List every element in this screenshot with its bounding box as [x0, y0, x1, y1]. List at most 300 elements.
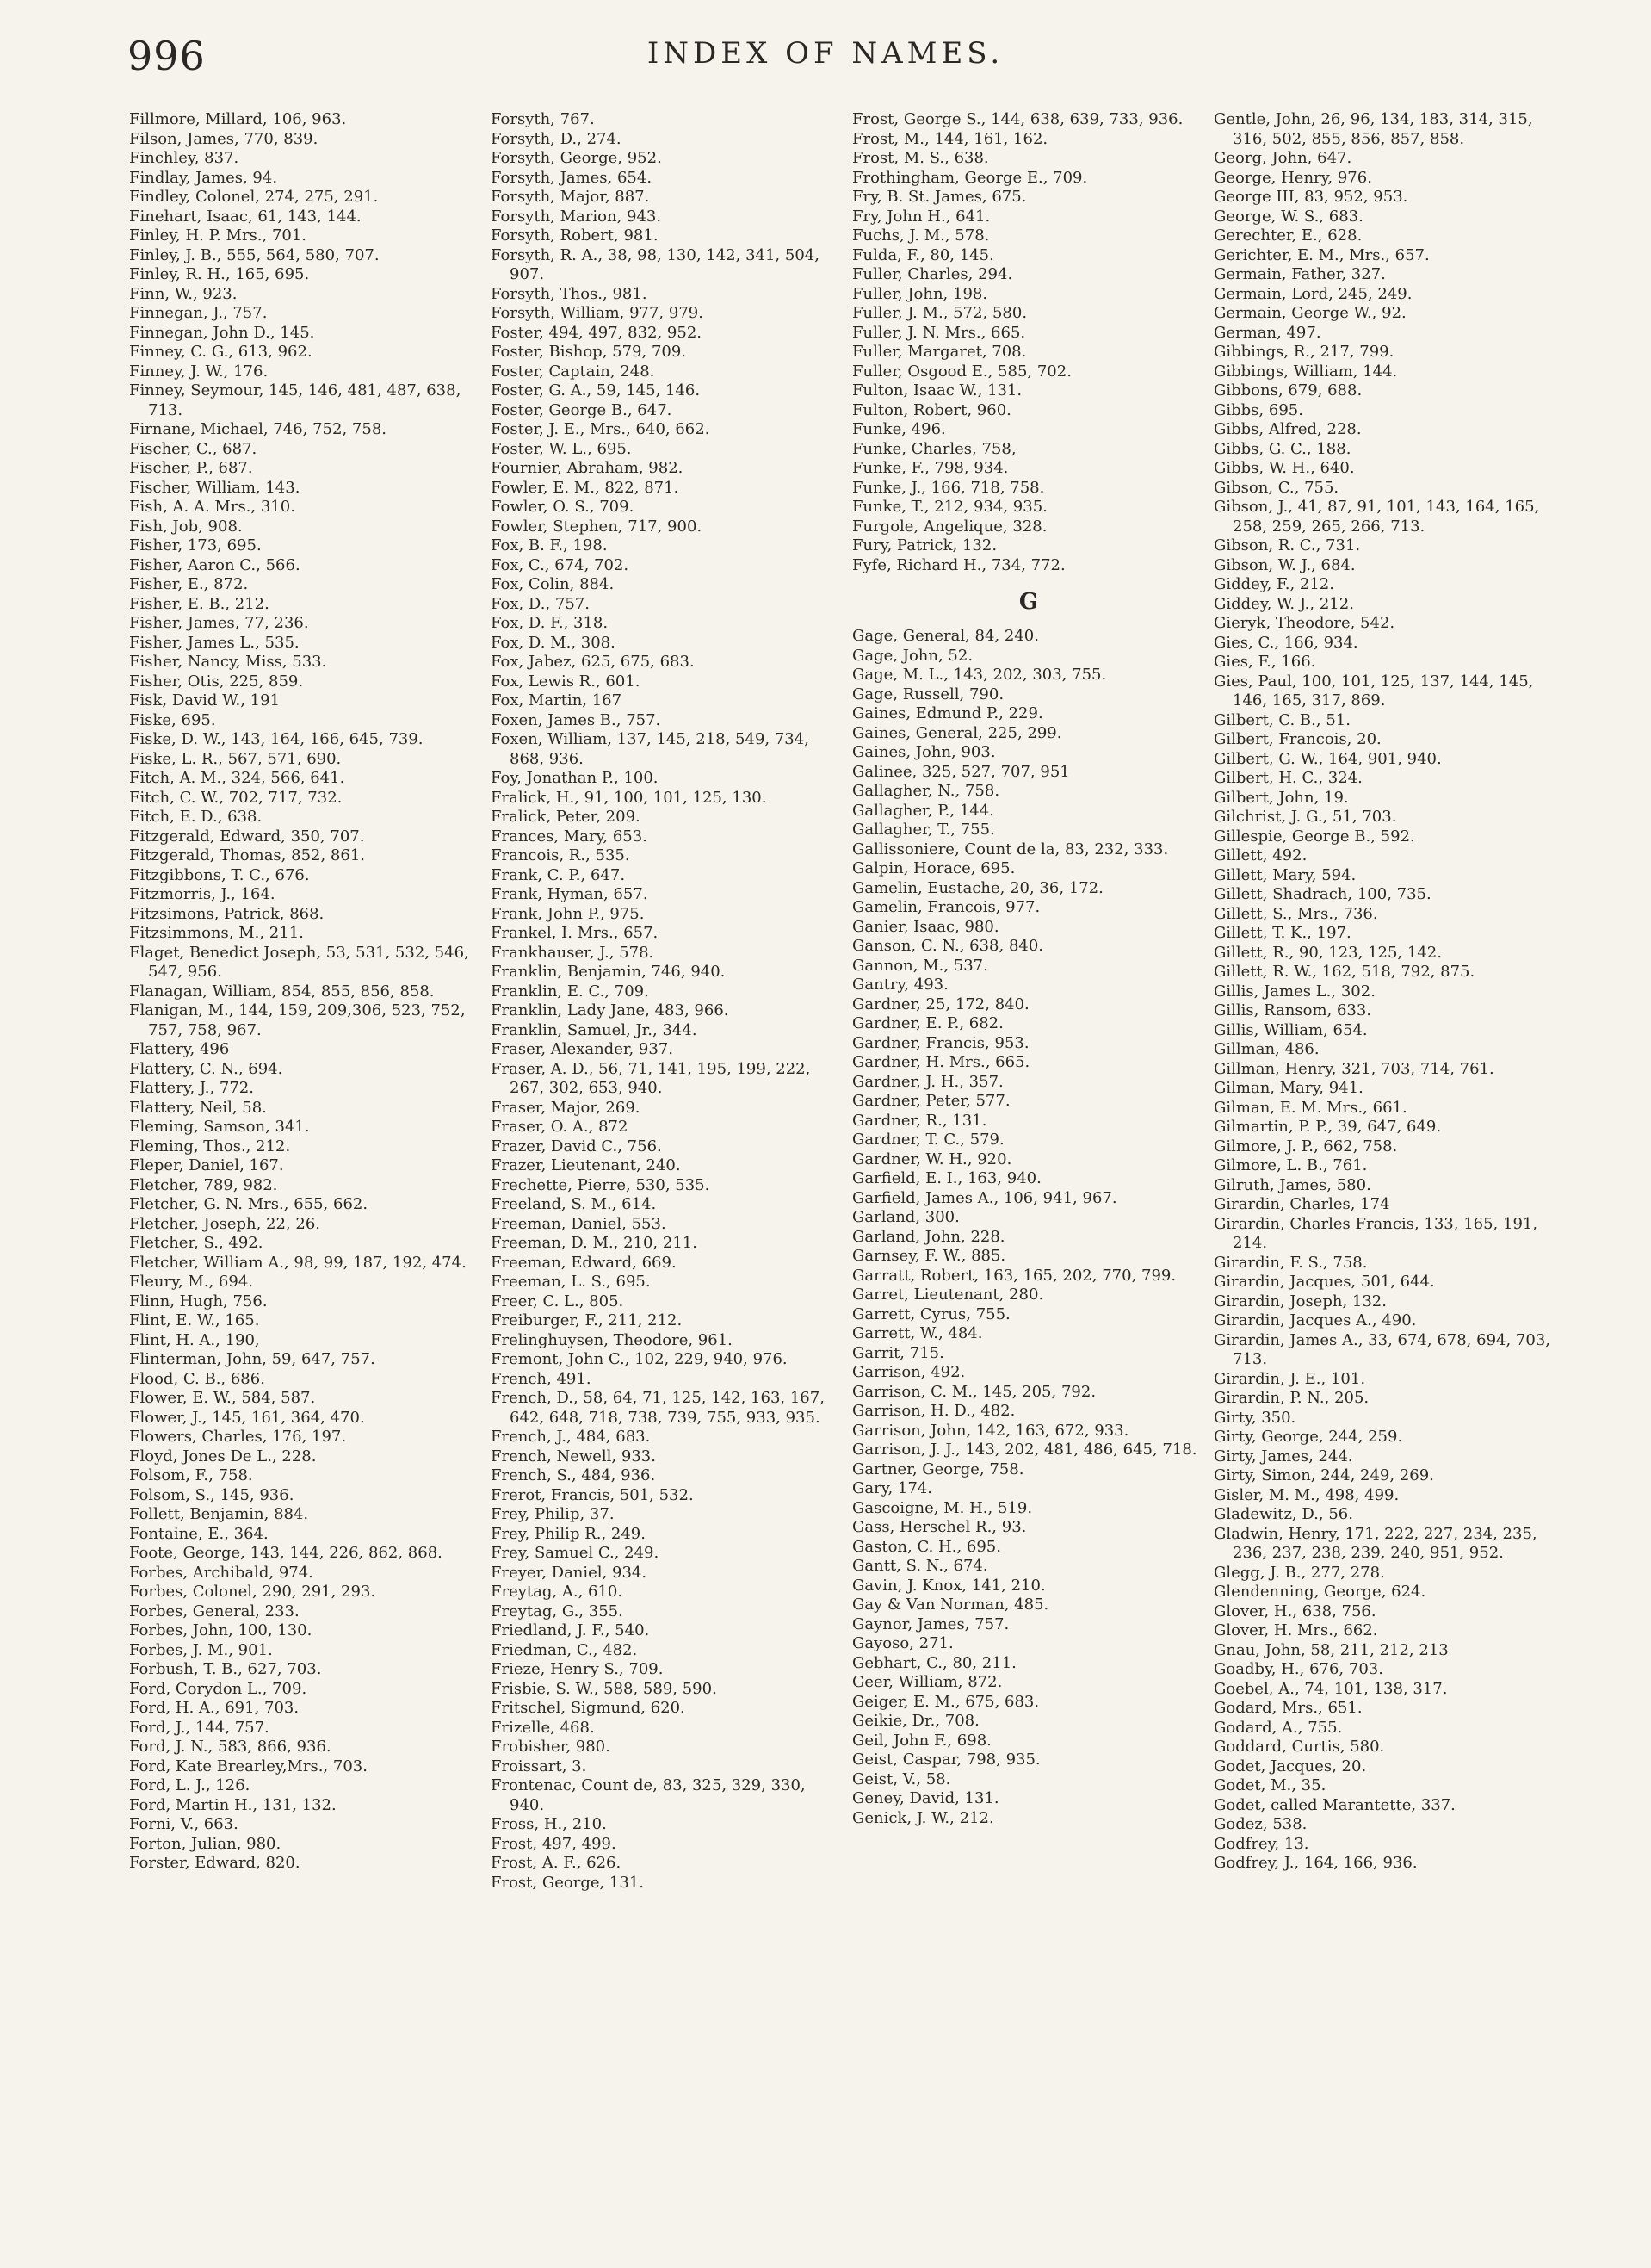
index-entry: Gamelin, Eustache, 20, 36, 172. — [852, 878, 1104, 897]
index-entry: Fournier, Abraham, 982. — [491, 459, 683, 477]
index-entry: Germain, George W., 92. — [1214, 304, 1407, 322]
index-entry: Gieryk, Theodore, 542. — [1214, 614, 1395, 632]
index-entry: Forsyth, George, 952. — [491, 149, 662, 167]
index-entry: Fitzmorris, J., 164. — [129, 885, 275, 903]
index-entry: Gilbert, C. B., 51. — [1214, 710, 1351, 729]
index-entry: Frizelle, 468. — [491, 1718, 595, 1737]
index-entry: Gilchrist, J. G., 51, 703. — [1214, 808, 1397, 826]
index-entry: Geikie, Dr., 708. — [852, 1712, 980, 1730]
index-entry: Gibbons, 679, 688. — [1214, 381, 1363, 400]
index-entry: Froissart, 3. — [491, 1757, 587, 1775]
index-entry: Godet, M., 35. — [1214, 1776, 1326, 1794]
index-entry: Gies, C., 166, 934. — [1214, 633, 1358, 652]
index-entry: Finney, Seymour, 145, 146, 481, 487, 638, 713. — [129, 381, 461, 419]
index-entry: Genick, J. W., 212. — [852, 1808, 994, 1827]
index-entry: Fuller, J. N. Mrs., 665. — [852, 323, 1026, 342]
index-entry: Gardner, T. C., 579. — [852, 1131, 1005, 1149]
index-entry: Fish, A. A. Mrs., 310. — [129, 498, 295, 516]
index-entry: Flower, J., 145, 161, 364, 470. — [129, 1408, 365, 1427]
index-entry: Fish, Job, 908. — [129, 517, 243, 536]
index-entry: Friedman, C., 482. — [491, 1640, 638, 1659]
index-entry: Geist, Caspar, 798, 935. — [852, 1751, 1041, 1769]
index-entry: Freer, C. L., 805. — [491, 1292, 624, 1311]
index-entry: Foster, George B., 647. — [491, 400, 672, 419]
index-entry: Fury, Patrick, 132. — [852, 536, 998, 555]
index-column-1 — [129, 110, 482, 1874]
section-letter: G — [1018, 589, 1039, 615]
index-entry: Frerot, Francis, 501, 532. — [491, 1485, 694, 1504]
index-entry: Gardner, 25, 172, 840. — [852, 995, 1030, 1013]
index-entry: Ford, Martin H., 131, 132. — [129, 1795, 337, 1814]
index-entry: Gladwin, Henry, 171, 222, 227, 234, 235, 236, 237, 238, 239, 240, 951, 952. — [1214, 1524, 1537, 1562]
index-entry: Gillett, T. K., 197. — [1214, 924, 1351, 942]
index-entry: Freeman, D. M., 210, 211. — [491, 1234, 697, 1252]
index-entry: Flanagan, William, 854, 855, 856, 858. — [129, 982, 435, 1001]
index-entry: Gillis, James L., 302. — [1214, 982, 1376, 1001]
index-entry: Gallagher, T., 755. — [852, 821, 995, 839]
index-entry: Girardin, P. N., 205. — [1214, 1389, 1370, 1407]
index-entry: Fletcher, Joseph, 22, 26. — [129, 1214, 321, 1233]
index-entry: Gillespie, George B., 592. — [1214, 827, 1415, 846]
index-entry: Forsyth, Major, 887. — [491, 188, 650, 206]
index-entry: Frey, Samuel C., 249. — [491, 1544, 659, 1562]
index-entry: Folsom, F., 758. — [129, 1466, 253, 1484]
index-entry: Girty, George, 244, 259. — [1214, 1428, 1403, 1446]
index-entry: Gebhart, C., 80, 211. — [852, 1653, 1017, 1672]
index-entry: Girardin, Jacques, 501, 644. — [1214, 1273, 1435, 1291]
index-entry: Girty, Simon, 244, 249, 269. — [1214, 1466, 1434, 1484]
index-entry: Gardner, E. P., 682. — [852, 1014, 1004, 1032]
page-header — [0, 24, 1651, 84]
index-entry: Garland, John, 228. — [852, 1227, 1005, 1246]
index-entry: Geist, V., 58. — [852, 1769, 951, 1788]
index-entry: Fitzsimmons, M., 211. — [129, 924, 304, 942]
index-entry: Gantt, S. N., 674. — [852, 1557, 988, 1575]
index-entry: Frieze, Henry S., 709. — [491, 1660, 664, 1678]
index-entry: Germain, Father, 327. — [1214, 265, 1386, 283]
index-entry: Gascoigne, M. H., 519. — [852, 1498, 1033, 1517]
index-entry: Frobisher, 980. — [491, 1738, 610, 1756]
index-entry: Fox, B. F., 198. — [491, 536, 608, 555]
index-entry: Galinee, 325, 527, 707, 951 — [852, 762, 1070, 781]
index-entry: Forsyth, Thos., 981. — [491, 284, 647, 303]
index-entry: Gibbs, Alfred, 228. — [1214, 420, 1362, 438]
index-entry: Garrit, 715. — [852, 1343, 944, 1362]
index-entry: Geiger, E. M., 675, 683. — [852, 1692, 1040, 1711]
index-entry: Gamelin, Francois, 977. — [852, 898, 1041, 916]
index-entry: Frechette, Pierre, 530, 535. — [491, 1175, 710, 1194]
index-entry: Frost, George, 131. — [491, 1873, 645, 1892]
index-entry: George, W. S., 683. — [1214, 207, 1363, 226]
index-entry: Garrison, C. M., 145, 205, 792. — [852, 1382, 1097, 1401]
index-entry: Frank, John P., 975. — [491, 904, 645, 923]
index-entry: Fitzgibbons, T. C., 676. — [129, 865, 310, 884]
index-entry: Ganson, C. N., 638, 840. — [852, 937, 1044, 955]
index-entry: Foster, 494, 497, 832, 952. — [491, 323, 702, 342]
index-entry: Frost, M. S., 638. — [852, 149, 989, 167]
index-entry: French, S., 484, 936. — [491, 1466, 656, 1484]
index-entry: Fillmore, Millard, 106, 963. — [129, 110, 347, 128]
index-entry: Fisk, David W., 191 — [129, 691, 281, 710]
page-number: 996 — [127, 33, 206, 79]
index-entry: Germain, Lord, 245, 249. — [1214, 284, 1413, 303]
index-entry: Foy, Jonathan P., 100. — [491, 769, 659, 787]
index-entry: Forsyth, D., 274. — [491, 129, 621, 148]
index-entry: Foster, J. E., Mrs., 640, 662. — [491, 420, 710, 438]
index-entry: Gay & Van Norman, 485. — [852, 1596, 1049, 1614]
index-entry: Gillett, R. W., 162, 518, 792, 875. — [1214, 963, 1475, 981]
index-entry: Fulda, F., 80, 145. — [852, 245, 994, 264]
index-entry: Foster, Bishop, 579, 709. — [491, 343, 687, 361]
index-entry: Gilruth, James, 580. — [1214, 1175, 1371, 1194]
index-entry: Flint, E. W., 165. — [129, 1311, 260, 1329]
index-entry: Francois, R., 535. — [491, 846, 630, 864]
index-entry: Gass, Herschel R., 93. — [852, 1518, 1027, 1536]
index-entry: Gies, F., 166. — [1214, 653, 1316, 671]
index-entry: Fuller, J. M., 572, 580. — [852, 304, 1028, 322]
index-entry: Gaines, General, 225, 299. — [852, 723, 1062, 742]
index-entry: Garret, Lieutenant, 280. — [852, 1286, 1044, 1304]
index-entry: Fitch, E. D., 638. — [129, 808, 263, 826]
index-entry: Foxen, William, 137, 145, 218, 549, 734, 868, 936. — [491, 730, 809, 768]
index-entry: Fraser, A. D., 56, 71, 141, 195, 199, 222, 267, 302, 653, 940. — [491, 1059, 811, 1097]
index-entry: Garrett, W., 484. — [852, 1324, 983, 1342]
index-entry: Fox, Jabez, 625, 675, 683. — [491, 653, 695, 671]
index-entry: Finnegan, John D., 145. — [129, 323, 315, 342]
index-entry: Funke, F., 798, 934. — [852, 459, 1009, 477]
index-entry: Fox, D. M., 308. — [491, 633, 615, 652]
index-entry: Finley, J. B., 555, 564, 580, 707. — [129, 245, 380, 264]
index-entry: Garfield, E. I., 163, 940. — [852, 1169, 1042, 1187]
index-entry: Gardner, W. H., 920. — [852, 1149, 1012, 1168]
index-entry: Garrison, J. J., 143, 202, 481, 486, 645, 718. — [852, 1441, 1197, 1459]
index-entry: Frankhauser, J., 578. — [491, 943, 654, 962]
index-entry: Frontenac, Count de, 83, 325, 329, 330, 940. — [491, 1776, 806, 1814]
index-entry: Fowler, Stephen, 717, 900. — [491, 517, 702, 536]
index-entry: Forsyth, Marion, 943. — [491, 207, 662, 226]
index-entry: Girardin, Charles Francis, 133, 165, 191, 214. — [1214, 1214, 1538, 1252]
index-entry: Finley, R. H., 165, 695. — [129, 265, 310, 283]
index-entry: Ford, J., 144, 757. — [129, 1718, 269, 1737]
index-entry: Fuller, Margaret, 708. — [852, 343, 1027, 361]
index-entry: Forbes, Archibald, 974. — [129, 1563, 313, 1582]
index-entry: Frost, M., 144, 161, 162. — [852, 129, 1048, 148]
index-entry: Geil, John F., 698. — [852, 1731, 992, 1750]
index-entry: Godez, 538. — [1214, 1815, 1308, 1833]
index-entry: Gerechter, E., 628. — [1214, 226, 1363, 245]
index-entry: Fuller, Charles, 294. — [852, 265, 1013, 283]
index-entry: Gary, 174. — [852, 1479, 933, 1497]
index-entry: Fitzsimons, Patrick, 868. — [129, 904, 325, 923]
index-entry: Flattery, J., 772. — [129, 1079, 254, 1097]
index-entry: Gilmore, L. B., 761. — [1214, 1156, 1368, 1174]
index-entry: Fremont, John C., 102, 229, 940, 976. — [491, 1350, 788, 1368]
index-entry: Girty, 350. — [1214, 1408, 1296, 1427]
index-entry: Freeman, Edward, 669. — [491, 1253, 677, 1272]
index-entry: Fontaine, E., 364. — [129, 1524, 269, 1543]
index-entry: French, 491. — [491, 1369, 591, 1388]
index-entry: Gillett, Mary, 594. — [1214, 865, 1357, 884]
index-entry: Girardin, James A., 33, 674, 678, 694, 703, 713. — [1214, 1330, 1551, 1368]
index-entry: Franklin, E. C., 709. — [491, 982, 649, 1001]
index-entry: Forbes, General, 233. — [129, 1602, 300, 1620]
index-entry: Forbes, J. M., 901. — [129, 1640, 273, 1659]
index-entry: Fross, H., 210. — [491, 1815, 607, 1833]
index-entry: Forster, Edward, 820. — [129, 1854, 300, 1872]
index-entry: Fowler, O. S., 709. — [491, 498, 634, 516]
index-entry: Gardner, Francis, 953. — [852, 1033, 1030, 1052]
index-entry: Flaget, Benedict Joseph, 53, 531, 532, 546, 547, 956. — [129, 943, 469, 981]
index-entry: Findley, Colonel, 274, 275, 291. — [129, 188, 379, 206]
index-entry: Forton, Julian, 980. — [129, 1834, 281, 1853]
index-entry: Findlay, James, 94. — [129, 168, 278, 187]
index-entry: Fitzgerald, Thomas, 852, 861. — [129, 846, 365, 864]
index-entry: Gillett, R., 90, 123, 125, 142. — [1214, 943, 1442, 962]
index-entry: Gilbert, G. W., 164, 901, 940. — [1214, 749, 1442, 768]
index-entry: Furgole, Angelique, 328. — [852, 517, 1048, 536]
index-entry: Fischer, P., 687. — [129, 459, 253, 477]
index-entry: Fletcher, S., 492. — [129, 1234, 263, 1252]
index-entry: Gilman, Mary, 941. — [1214, 1079, 1363, 1097]
index-entry: Freeman, Daniel, 553. — [491, 1214, 666, 1233]
index-entry: Godard, A., 755. — [1214, 1718, 1343, 1737]
index-entry: Gaines, John, 903. — [852, 743, 996, 761]
index-entry: Gladewitz, D., 56. — [1214, 1505, 1353, 1523]
index-entry: Follett, Benjamin, 884. — [129, 1505, 309, 1523]
index-entry: Fleury, M., 694. — [129, 1273, 253, 1291]
index-entry: Frank, C. P., 647. — [491, 865, 626, 884]
index-entry: Fischer, William, 143. — [129, 478, 300, 497]
index-entry: Frothingham, George E., 709. — [852, 168, 1088, 187]
index-entry: Freeman, L. S., 695. — [491, 1273, 651, 1291]
index-entry: Ford, Corydon L., 709. — [129, 1679, 307, 1698]
index-entry: Gnau, John, 58, 211, 212, 213 — [1214, 1640, 1449, 1659]
index-entry: Fraser, O. A., 872 — [491, 1118, 628, 1136]
index-entry: Frances, Mary, 653. — [491, 827, 647, 846]
index-entry: Ford, L. J., 126. — [129, 1776, 250, 1794]
index-entry: Fisher, E. B., 212. — [129, 594, 269, 613]
index-entry: French, J., 484, 683. — [491, 1428, 651, 1446]
index-entry: Goddard, Curtis, 580. — [1214, 1738, 1385, 1756]
index-entry: Freiburger, F., 211, 212. — [491, 1311, 683, 1329]
index-entry: Fisher, Otis, 225, 859. — [129, 672, 304, 691]
index-entry: Gentle, John, 26, 96, 134, 183, 314, 315, 316, 502, 855, 856, 857, 858. — [1214, 110, 1533, 148]
running-head-title: INDEX OF NAMES. — [646, 36, 1005, 71]
index-entry: Gaynor, James, 757. — [852, 1614, 1010, 1633]
index-entry: Gilbert, H. C., 324. — [1214, 769, 1363, 787]
index-entry: German, 497. — [1214, 323, 1321, 342]
index-entry: Gavin, J. Knox, 141, 210. — [852, 1576, 1046, 1595]
index-entry: Fuller, John, 198. — [852, 284, 988, 303]
index-entry: Galpin, Horace, 695. — [852, 859, 1016, 877]
index-entry: Fry, John H., 641. — [852, 207, 991, 226]
index-entry: Geer, William, 872. — [852, 1673, 1003, 1691]
index-entry: Frost, George S., 144, 638, 639, 733, 936. — [852, 110, 1184, 128]
index-entry: Forsyth, Robert, 981. — [491, 226, 659, 245]
index-entry: Fraser, Alexander, 937. — [491, 1040, 673, 1058]
index-entry: Fitzgerald, Edward, 350, 707. — [129, 827, 365, 846]
index-entry: Godard, Mrs., 651. — [1214, 1699, 1363, 1717]
index-entry: Freytag, G., 355. — [491, 1602, 623, 1620]
index-entry: Fisher, James, 77, 236. — [129, 614, 309, 632]
index-entry: Fiske, D. W., 143, 164, 166, 645, 739. — [129, 730, 424, 748]
index-entry: Gaston, C. H., 695. — [852, 1537, 1001, 1556]
index-entry: Garnsey, F. W., 885. — [852, 1247, 1006, 1265]
index-entry: Glendenning, George, 624. — [1214, 1583, 1426, 1601]
index-entry: Foote, George, 143, 144, 226, 862, 868. — [129, 1544, 442, 1562]
index-entry: Franklin, Benjamin, 746, 940. — [491, 963, 726, 981]
index-entry: Gayoso, 271. — [852, 1634, 954, 1652]
index-entry: Garfield, James A., 106, 941, 967. — [852, 1188, 1117, 1207]
index-entry: Frisbie, S. W., 588, 589, 590. — [491, 1679, 717, 1698]
index-entry: Fraser, Major, 269. — [491, 1098, 640, 1117]
index-entry: Frey, Philip, 37. — [491, 1505, 615, 1523]
index-entry: Garland, 300. — [852, 1208, 960, 1226]
index-column-3 — [852, 110, 1205, 1828]
index-entry: Gibbs, 695. — [1214, 400, 1303, 419]
index-entry: Flower, E. W., 584, 587. — [129, 1389, 316, 1407]
index-entry: Frelinghuysen, Theodore, 961. — [491, 1330, 733, 1349]
index-entry: Gibbs, W. H., 640. — [1214, 459, 1355, 477]
index-entry: Fletcher, William A., 98, 99, 187, 192, 474. — [129, 1253, 467, 1272]
index-entry: Fulton, Robert, 960. — [852, 400, 1011, 419]
index-entry: Geney, David, 131. — [852, 1789, 999, 1807]
index-entry: Fisher, Nancy, Miss, 533. — [129, 653, 327, 671]
index-entry: Giddey, W. J., 212. — [1214, 594, 1354, 613]
index-entry: Goebel, A., 74, 101, 138, 317. — [1214, 1679, 1448, 1698]
index-entry: Girardin, F. S., 758. — [1214, 1253, 1368, 1272]
index-entry: Forbes, John, 100, 130. — [129, 1621, 312, 1639]
index-entry: Franklin, Samuel, Jr., 344. — [491, 1020, 697, 1039]
index-entry: Godfrey, J., 164, 166, 936. — [1214, 1854, 1418, 1872]
index-entry: Frazer, David C., 756. — [491, 1137, 662, 1156]
index-entry: Gibson, J., 41, 87, 91, 101, 143, 164, 165, 258, 259, 265, 266, 713. — [1214, 498, 1540, 536]
index-entry: Fisher, James L., 535. — [129, 633, 300, 652]
index-entry: Fox, Martin, 167 — [491, 691, 622, 710]
index-entry: Gillett, Shadrach, 100, 735. — [1214, 885, 1431, 903]
index-entry: Ford, Kate Brearley,Mrs., 703. — [129, 1757, 368, 1775]
index-entry: Garrison, 492. — [852, 1363, 966, 1381]
index-entry: Ford, J. N., 583, 866, 936. — [129, 1738, 331, 1756]
index-entry: Garrison, John, 142, 163, 672, 933. — [852, 1421, 1129, 1440]
index-entry: Fralick, Peter, 209. — [491, 808, 640, 826]
index-entry: Fox, D. F., 318. — [491, 614, 609, 632]
index-entry: Gilman, E. M. Mrs., 661. — [1214, 1098, 1407, 1117]
index-entry: Fox, C., 674, 702. — [491, 555, 629, 574]
index-entry: Fletcher, 789, 982. — [129, 1175, 278, 1194]
index-entry: Funke, 496. — [852, 420, 946, 438]
index-entry: Fritschel, Sigmund, 620. — [491, 1699, 685, 1717]
index-entry: Flinterman, John, 59, 647, 757. — [129, 1350, 375, 1368]
index-column-4 — [1214, 110, 1567, 1874]
index-entry: Fox, D., 757. — [491, 594, 590, 613]
index-entry: Fischer, C., 687. — [129, 439, 257, 458]
index-entry: Foster, W. L., 695. — [491, 439, 632, 458]
index-entry: Fralick, H., 91, 100, 101, 125, 130. — [491, 788, 767, 807]
index-entry: Fletcher, G. N. Mrs., 655, 662. — [129, 1195, 368, 1213]
index-entry: Gibson, W. J., 684. — [1214, 555, 1356, 574]
index-entry: Gibson, C., 755. — [1214, 478, 1339, 497]
index-entry: Godfrey, 13. — [1214, 1834, 1309, 1853]
index-entry: Gage, John, 52. — [852, 646, 974, 665]
index-entry: Gardner, H. Mrs., 665. — [852, 1053, 1030, 1071]
index-entry: Gaines, Edmund P., 229. — [852, 704, 1043, 722]
index-entry: Glover, H. Mrs., 662. — [1214, 1621, 1378, 1639]
index-entry: Funke, T., 212, 934, 935. — [852, 498, 1048, 516]
index-entry: Fuchs, J. M., 578. — [852, 226, 990, 245]
index-entry: Gilbert, John, 19. — [1214, 788, 1349, 807]
index-entry: Gardner, Peter, 577. — [852, 1092, 1011, 1110]
index-entry: Gies, Paul, 100, 101, 125, 137, 144, 145, 146, 165, 317, 869. — [1214, 672, 1534, 710]
index-entry: Gillett, 492. — [1214, 846, 1308, 864]
index-entry: Fleming, Thos., 212. — [129, 1137, 291, 1156]
index-entry: Gallagher, P., 144. — [852, 801, 994, 820]
index-entry: Filson, James, 770, 839. — [129, 129, 318, 148]
index-entry: Fox, Colin, 884. — [491, 575, 615, 593]
index-entry: Gardner, R., 131. — [852, 1111, 987, 1130]
index-entry: Fleper, Daniel, 167. — [129, 1156, 284, 1174]
index-entry: Girty, James, 244. — [1214, 1447, 1353, 1466]
index-entry: Gilmore, J. P., 662, 758. — [1214, 1137, 1398, 1156]
index-entry: Friedland, J. F., 540. — [491, 1621, 650, 1639]
index-entry: Floyd, Jones De L., 228. — [129, 1447, 317, 1466]
index-entry: French, D., 58, 64, 71, 125, 142, 163, 167, 642, 648, 718, 738, 739, 755, 933, 935. — [491, 1389, 825, 1427]
index-entry: Fry, B. St. James, 675. — [852, 188, 1027, 206]
index-entry: Forsyth, James, 654. — [491, 168, 652, 187]
index-entry: Finehart, Isaac, 61, 143, 144. — [129, 207, 362, 226]
index-entry: Garrett, Cyrus, 755. — [852, 1304, 1011, 1323]
index-entry: Foxen, James B., 757. — [491, 710, 661, 729]
index-entry: Freytag, A., 610. — [491, 1583, 623, 1601]
index-entry: Gallagher, N., 758. — [852, 782, 1000, 800]
index-entry: Fox, Lewis R., 601. — [491, 672, 640, 691]
index-entry: Flinn, Hugh, 756. — [129, 1292, 268, 1311]
index-entry: Girardin, Charles, 174 — [1214, 1195, 1390, 1213]
index-entry: Gantry, 493. — [852, 976, 949, 994]
index-columns — [129, 110, 1575, 2228]
index-entry: Gibbings, William, 144. — [1214, 362, 1398, 381]
index-entry: Freeland, S. M., 614. — [491, 1195, 657, 1213]
index-entry: Folsom, S., 145, 936. — [129, 1485, 294, 1504]
index-entry: George, Henry, 976. — [1214, 168, 1372, 187]
index-entry: Funke, Charles, 758, — [852, 439, 1017, 458]
index-entry: Fisher, 173, 695. — [129, 536, 262, 555]
index-entry: Gisler, M. M., 498, 499. — [1214, 1485, 1400, 1504]
index-entry: Frankel, I. Mrs., 657. — [491, 924, 659, 942]
index-entry: Fisher, E., 872. — [129, 575, 249, 593]
index-entry: Gibbs, G. C., 188. — [1214, 439, 1351, 458]
index-entry: Finney, C. G., 613, 962. — [129, 343, 312, 361]
index-entry: Freyer, Daniel, 934. — [491, 1563, 647, 1582]
index-entry: Girardin, Joseph, 132. — [1214, 1292, 1387, 1311]
index-entry: Fisher, Aaron C., 566. — [129, 555, 300, 574]
index-entry: Georg, John, 647. — [1214, 149, 1352, 167]
index-entry: Gardner, J. H., 357. — [852, 1072, 1004, 1091]
index-entry: Frost, 497, 499. — [491, 1834, 616, 1853]
index-entry: Gartner, George, 758. — [852, 1459, 1024, 1478]
index-entry: Finchley, 837. — [129, 149, 239, 167]
index-entry: Fulton, Isaac W., 131. — [852, 381, 1023, 400]
index-entry: Forbush, T. B., 627, 703. — [129, 1660, 322, 1678]
index-column-2 — [491, 110, 844, 1893]
index-entry: Godet, Jacques, 20. — [1214, 1757, 1367, 1775]
index-entry: French, Newell, 933. — [491, 1447, 656, 1466]
index-entry: Fyfe, Richard H., 734, 772. — [852, 555, 1066, 574]
index-entry: Flanigan, M., 144, 159, 209,306, 523, 752, 757, 758, 967. — [129, 1001, 466, 1039]
index-entry: Fiske, 695. — [129, 710, 216, 729]
index-entry: Gilmartin, P. P., 39, 647, 649. — [1214, 1118, 1442, 1136]
index-entry: Garrison, H. D., 482. — [852, 1402, 1016, 1420]
